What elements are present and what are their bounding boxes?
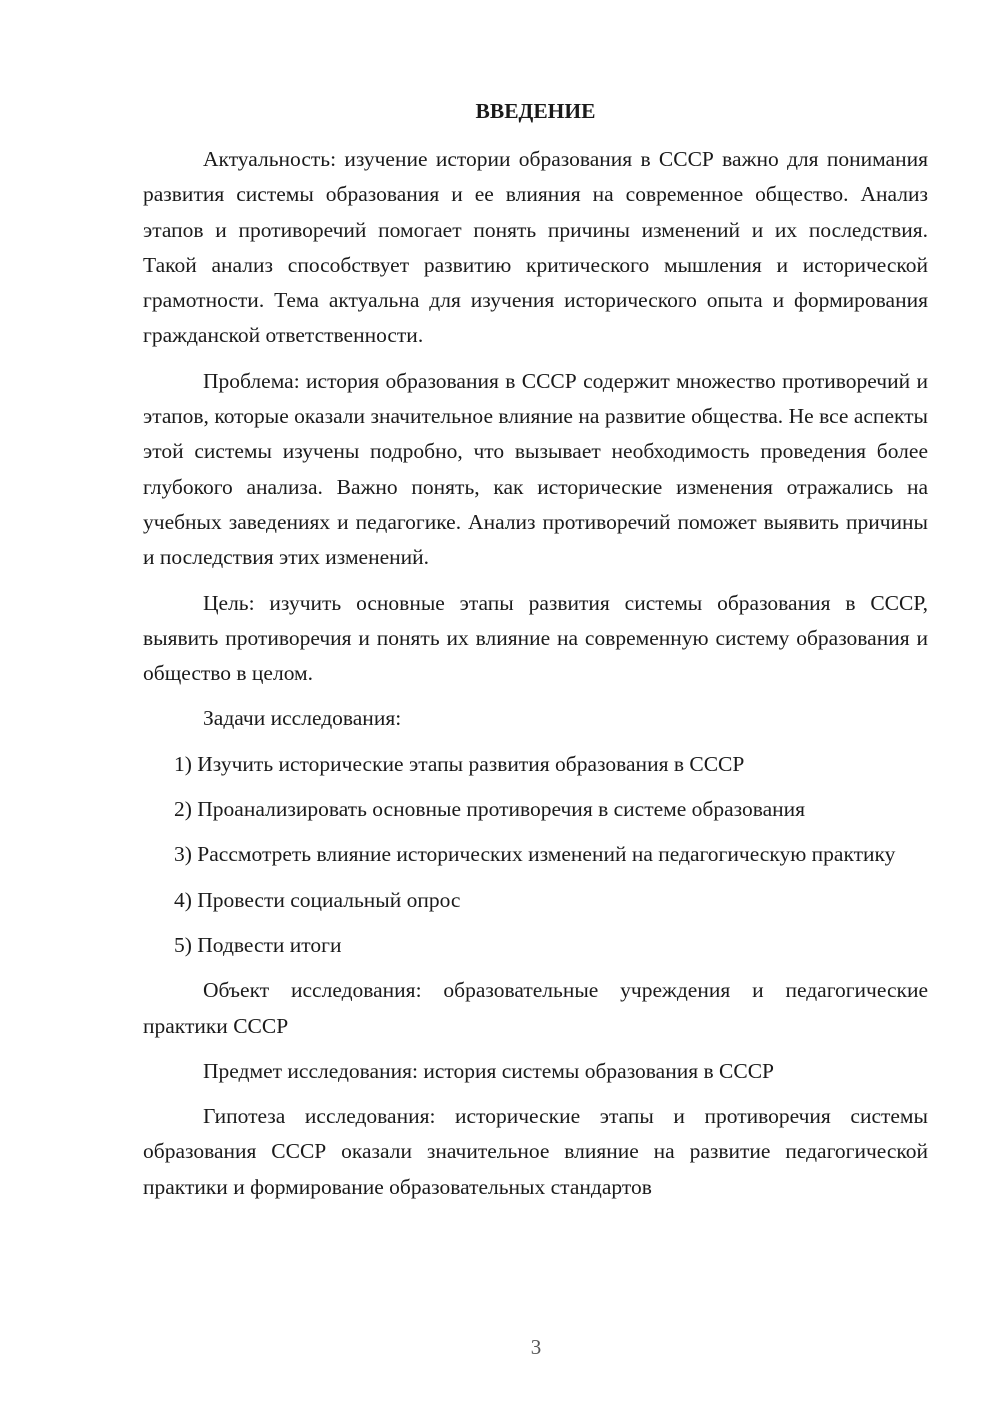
subject-paragraph: Предмет исследования: история системы образования в СССР <box>203 1058 774 1083</box>
document-body <box>143 142 928 1215</box>
goal-paragraph: Цель: изучить основные этапы развития системы образования в СССР, выявить противоречия и понять их влияние на современную систему образования и общество в целом. <box>143 590 928 686</box>
object-paragraph: Объект исследования: образовательные учреждения и педагогические практики СССР <box>143 978 928 1038</box>
relevance-paragraph: Актуальность: изучение истории образования в СССР важно для понимания развития системы образования и ее влияния на современное общество. Анализ этапов и противоречий помогает понять причины изменений и их последствия. Такой анализ способствует развитию критического мышления и исторической грамотности. Тема актуальна для изучения исторического опыта и формирования гражданской ответственности. <box>143 147 928 348</box>
tasks-heading: Задачи исследования: <box>203 706 402 731</box>
page-title: ВВЕДЕНИЕ <box>475 99 596 123</box>
task-item-2: 2) Проанализировать основные противоречия в системе образования <box>174 797 806 822</box>
task-item-4: 4) Провести социальный опрос <box>174 887 461 912</box>
problem-paragraph: Проблема: история образования в СССР содержит множество противоречий и этапов, которые оказали значительное влияние на развитие общества. Не все аспекты этой системы изучены подробно, что вызывает необходимость проведения более глубокого анализа. Важно понять, как исторические изменения отражались на учебных заведениях и педагогике. Анализ противоречий поможет выявить причины и последствия этих изменений. <box>143 368 928 570</box>
task-item-5: 5) Подвести итоги <box>174 932 342 957</box>
task-item-3: 3) Рассмотреть влияние исторических изменений на педагогическую практику <box>174 842 896 867</box>
page-number: 3 <box>530 1335 542 1359</box>
task-item-1: 1) Изучить исторические этапы развития образования в СССР <box>174 751 745 776</box>
hypothesis-paragraph: Гипотеза исследования: исторические этапы и противоречия системы образования СССР оказали значительное влияние на развитие педагогической практики и формирование образовательных стандартов <box>143 1104 928 1199</box>
